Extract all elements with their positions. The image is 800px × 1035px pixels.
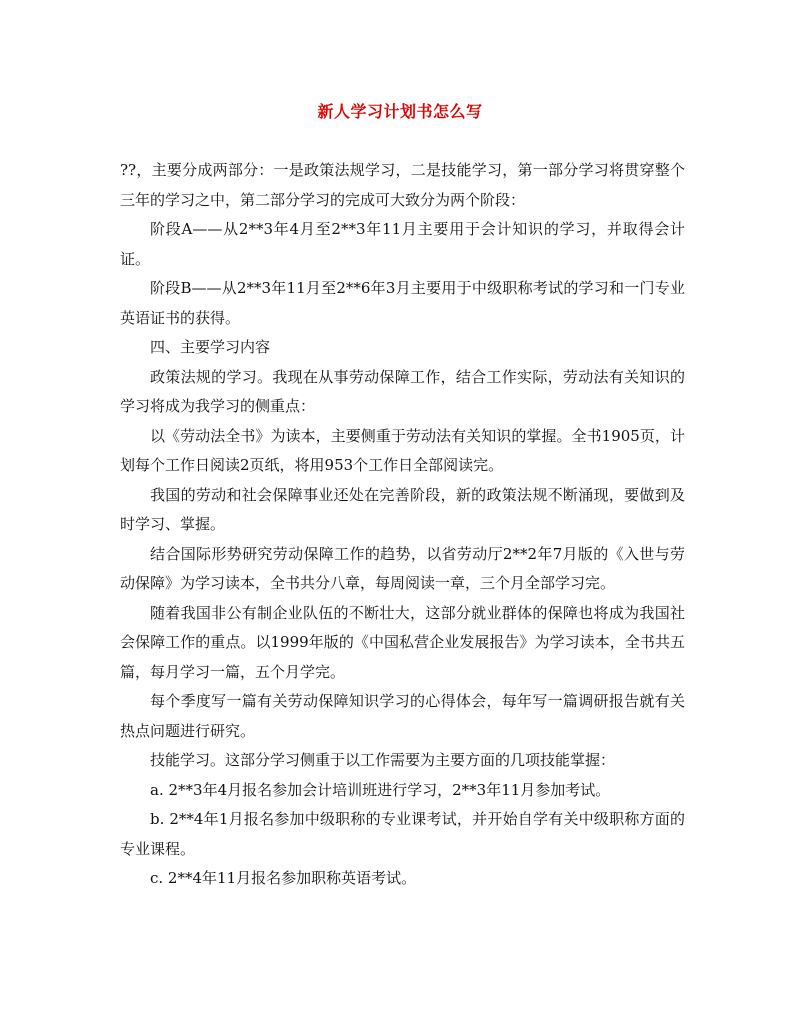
list-item-a: a. 2**3年4月报名参加会计培训班进行学习，2**3年11月参加考试。 bbox=[150, 780, 611, 799]
paragraph-private-enterprise: 随着我国非公有制企业队伍的不断壮大，这部分就业群体的保障也将成为我国社会保障工作的重点。以1999年版的《中国私营企业发展报告》为学习读本，全书共五篇，每月学习一篇，五个月学完。 bbox=[120, 603, 685, 681]
paragraph-labor-law-book: 以《劳动法全书》为读本，主要侧重于劳动法有关知识的掌握。全书1905页，计划每个工作日阅读2页纸，将用953个工作日全部阅读完。 bbox=[120, 426, 685, 474]
section-heading: 四、主要学习内容 bbox=[150, 338, 271, 356]
paragraph-stage-b: 阶段B——从2**3年11月至2**6年3月主要用于中级职称考试的学习和一门专业英语证书的获得。 bbox=[120, 279, 685, 327]
paragraph-international-trends: 结合国际形势研究劳动保障工作的趋势，以省劳动厅2**2年7月版的《入世与劳动保障》为学习读本，全书共分八章，每周阅读一章，三个月全部学习完。 bbox=[120, 544, 685, 592]
paragraph-intro: ??，主要分成两部分：一是政策法规学习，二是技能学习，第一部分学习将贯穿整个三年的学习之中，第二部分学习的完成可大致分为两个阶段： bbox=[120, 161, 685, 209]
paragraph-policy-study: 政策法规的学习。我现在从事劳动保障工作，结合工作实际，劳动法有关知识的学习将成为我学习的侧重点： bbox=[120, 367, 685, 415]
paragraph-timely-study: 我国的劳动和社会保障事业还处在完善阶段，新的政策法规不断涌现，要做到及时学习、掌握。 bbox=[120, 485, 685, 533]
list-item-c: c. 2**4年11月报名参加职称英语考试。 bbox=[150, 869, 417, 887]
list-item-b: b. 2**4年1月报名参加中级职称的专业课考试，并开始自学有关中级职称方面的专业课程。 bbox=[120, 810, 685, 858]
document-title: 新人学习计划书怎么写 bbox=[317, 102, 483, 121]
paragraph-skill-study: 技能学习。这部分学习侧重于以工作需要为主要方面的几项技能掌握： bbox=[150, 751, 616, 769]
paragraph-stage-a: 阶段A——从2**3年4月至2**3年11月主要用于会计知识的学习，并取得会计证。 bbox=[120, 220, 685, 268]
paragraph-quarterly-report: 每个季度写一篇有关劳动保障知识学习的心得体会，每年写一篇调研报告就有关热点问题进行研究。 bbox=[120, 692, 685, 740]
document-body bbox=[120, 156, 685, 894]
